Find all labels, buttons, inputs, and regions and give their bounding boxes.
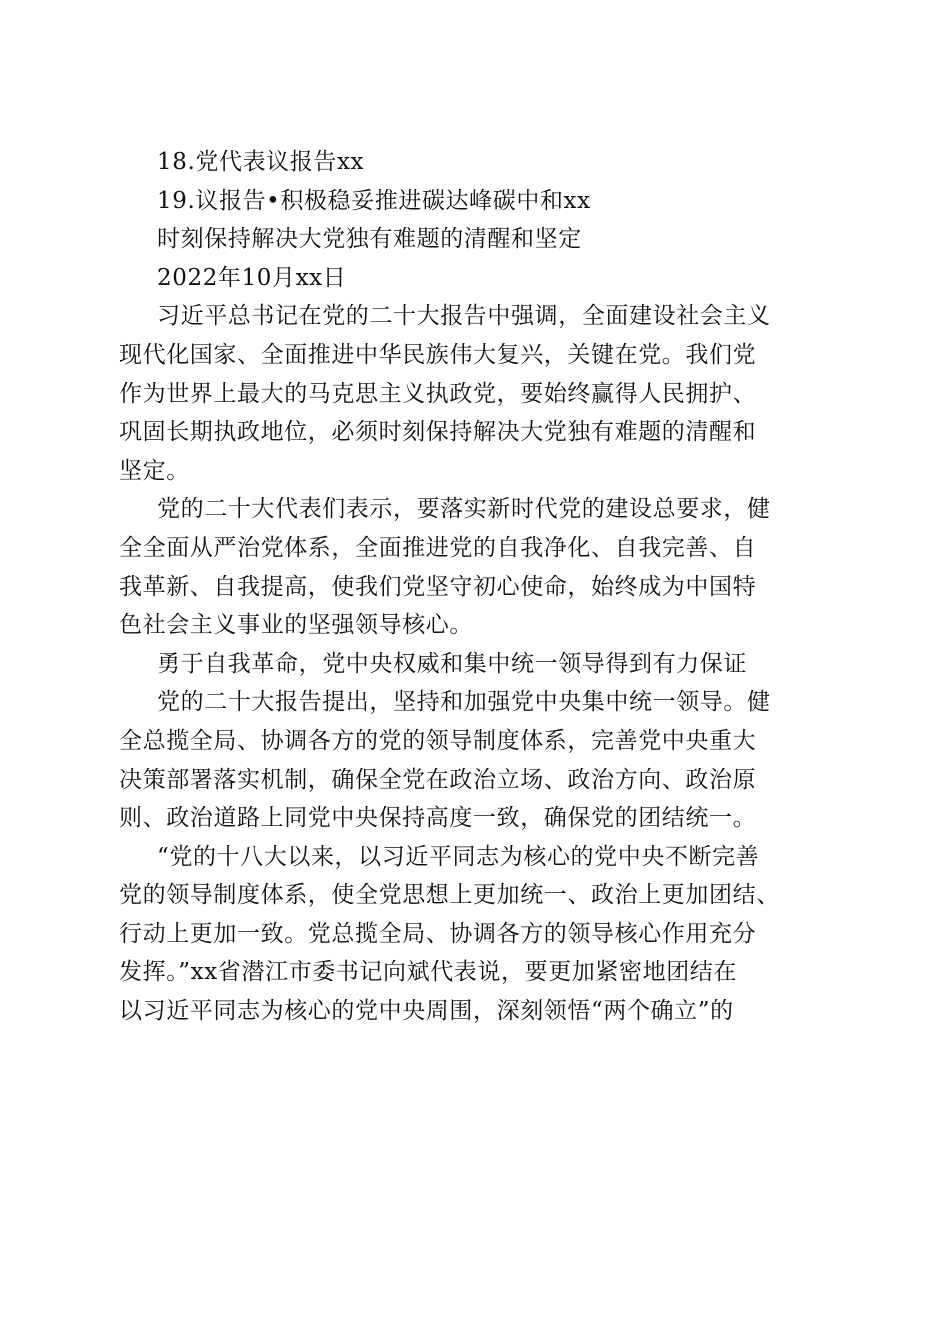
paragraph-line: 习近平总书记在党的二十大报告中强调，全面建设社会主义 [157, 303, 771, 330]
paragraph-line: 全全面从严治党体系，全面推进党的自我净化、自我完善、自 [119, 534, 757, 561]
paragraph-line: 我革新、自我提高，使我们党坚守初心使命，始终成为中国特 [119, 573, 757, 600]
paragraph-line: 党的领导制度体系，使全党思想上更加统一、政治上更加团结、 [119, 882, 780, 909]
list-item-19: 19.议报告•积极稳妥推进碳达峰碳中和xx [157, 187, 591, 214]
paragraph-3 [119, 683, 831, 837]
article-title: 时刻保持解决大党独有难题的清醒和坚定 [157, 226, 582, 253]
paragraph-line: 以习近平同志为核心的党中央周围，深刻领悟“两个确立”的 [119, 998, 734, 1025]
paragraph-line: 党的二十大代表们表示，要落实新时代党的建设总要求，健 [157, 496, 771, 523]
paragraph-line: 坚定。 [119, 457, 190, 484]
paragraph-line: 全总揽全局、协调各方的党的领导制度体系，完善党中央重大 [119, 727, 757, 754]
list-item-18: 18.党代表议报告xx [157, 149, 365, 175]
paragraph-line: 色社会主义事业的坚强领导核心。 [119, 612, 473, 639]
paragraph-line: 现代化国家、全面推进中华民族伟大复兴，关键在党。我们党 [119, 341, 757, 368]
paragraph-4 [119, 838, 831, 1031]
paragraph-line: 则、政治道路上同党中央保持高度一致，确保党的团结统一。 [119, 805, 757, 832]
article-date: 2022年10月xx日 [157, 264, 347, 291]
paragraph-1 [119, 297, 831, 490]
paragraph-line: 决策部署落实机制，确保全党在政治立场、政治方向、政治原 [119, 766, 757, 793]
document-body [119, 143, 831, 1031]
section-subheading [119, 645, 831, 684]
paragraph-2 [119, 490, 831, 644]
paragraph-line: “党的十八大以来，以习近平同志为核心的党中央不断完善 [157, 843, 760, 870]
paragraph-line: 发挥。”xx省潜江市委书记向斌代表说，要更加紧密地团结在 [119, 959, 738, 986]
subheading-text: 勇于自我革命，党中央权威和集中统一领导得到有力保证 [157, 650, 747, 677]
paragraph-line: 党的二十大报告提出，坚持和加强党中央集中统一领导。健 [157, 689, 771, 716]
paragraph-line: 行动上更加一致。党总揽全局、协调各方的领导核心作用充分 [119, 920, 757, 947]
paragraph-line: 作为世界上最大的马克思主义执政党，要始终赢得人民拥护、 [119, 380, 757, 407]
paragraph-line: 巩固长期执政地位，必须时刻保持解决大党独有难题的清醒和 [119, 419, 757, 446]
